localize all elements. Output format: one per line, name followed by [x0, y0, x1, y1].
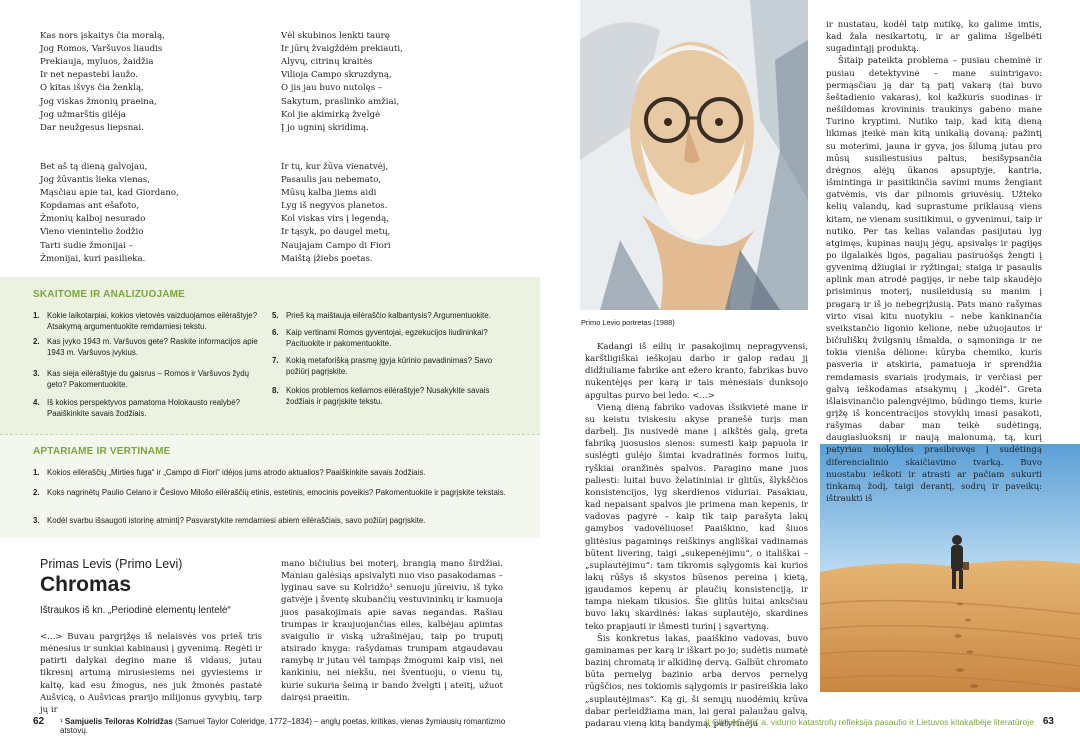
poem-line: Pasaulis jau nebemato, — [281, 175, 382, 186]
paragraph: ir nustatau, kodėl taip nutikę, ko galime imtis, kad žala nesikartotų, ir ar galima išgelbėti sugadintąjį produktą. — [826, 20, 1042, 55]
question-number: 3. — [33, 369, 40, 378]
question-text: Kokie laikotarpiai, kokios vietovės vaizduojamos eilėraštyje? Atsakymą argumentuokite remdamiesi tekstu. — [47, 311, 258, 332]
poem-line: Kol viskas virs į legendą, — [281, 214, 389, 225]
question-text: Kodėl svarbu išsaugoti istorinę atmintį? Pasvarstykite remdamiesi abiem eilėraščiais, savo požiūrį pagrįskite. — [47, 516, 426, 525]
poem-line: Sakytum, praslinko amžiai, — [281, 96, 400, 107]
question-text: Kokią metaforišką prasmę įgyja kūrinio pavadinimas? Savo požiūrį pagrįskite. — [286, 356, 493, 377]
paragraph: <...> Buvau pargrįžęs iš nelaisvės vos prieš tris mėnesius ir sunkiai kabinausi į gyvenimą. Regėti ir patirti dalykai degino mane iš vidaus, jutau tikresnį artumą mirusiesiems nei gyviesiems ir kaltę, kad esu žmogus, nes juk žmonės pastatė Aušvicą, o Aušvicas prarijo milijonus gyvybių, tarp jų ir — [40, 632, 262, 715]
poem-stanza — [40, 161, 260, 266]
portrait-caption: Primo Levio portretas (1988) — [581, 318, 675, 327]
poem-line: Ir tų, kur žūva vienatvėj, — [281, 161, 389, 172]
question-item — [33, 397, 265, 420]
poem-line: Ir tąsyk, po daugel metų, — [281, 227, 391, 238]
section-title: SKAITOME IR ANALIZUOJAME — [33, 289, 186, 300]
question-number: 1. — [33, 468, 40, 477]
question-text: Koks nagrinėtų Paulio Celano ir Česlovo Milošo eilėraščių etinis, estetinis, emocinis poveikis? Pakomentuokite ir pagrįskite tekstais. — [47, 488, 506, 497]
question-number: 2. — [33, 488, 40, 497]
poem-line: Dar neužgesus liepsnai. — [40, 122, 144, 133]
question-item — [33, 310, 265, 333]
question-number: 7. — [272, 356, 279, 365]
poem-line: Jog žūvantis lieka vienas, — [40, 175, 150, 186]
poem-line: Mūsų kalba jiems aidi — [281, 188, 377, 199]
story-column-4 — [826, 19, 1042, 505]
running-head: II CIKLAS. XX a. vidurio katastrofų refleksija pasaulio ir Lietuvos kitakalbėje literatūroje — [704, 717, 1034, 727]
poem-line: Prekiauja, myluos, žaidžia — [40, 57, 154, 68]
question-number: 5. — [272, 311, 279, 320]
poem-stanza — [40, 30, 260, 135]
poem-line: Ir net nepastebi laužo. — [40, 70, 138, 81]
page-number-right: 63 — [1042, 716, 1054, 727]
poem-line: Alyvų, citrinų kraitės — [281, 57, 373, 68]
question-number: 2. — [33, 337, 40, 346]
poem-line: Kopdamas ant ešafoto, — [40, 201, 140, 212]
page-number-left: 62 — [33, 716, 45, 727]
band-divider — [0, 434, 540, 435]
footnote-mark: ¹ — [60, 717, 63, 726]
question-item — [33, 467, 513, 478]
question-item — [33, 487, 513, 498]
poem-line: Tarti sudie žmonijai – — [40, 240, 133, 251]
poem-line: Jog Romos, Varšuvos liaudis — [40, 44, 163, 55]
poem-line: Vilioja Campo skruzdyną, — [281, 70, 392, 81]
story-column-3 — [585, 341, 808, 730]
paragraph: Kadangi iš eilių ir pasakojimų nepragyvensi, karštligiškai ieškojau darbo ir galop radau jį didžiuliame fabrike ant ežero kranto, fabrikas buvo nukentėjęs per karą ir tais mėnesiais dunksojo apgultas purvo bei ledo. <...> — [585, 342, 808, 401]
paragraph: Šis konkretus lakas, paaiškino vadovas, buvo gaminamas per karą ir iškart po jo; sudėtis numatė bazinį chromatą ir alkidinę dervą. Galbūt chromato būta pernelyg bazinio arba dervos pernelyg rūgščios, nes tokiomis sąlygomis ir pasireiškia lako „suplautėjimas“. Ką gi, ši senųjų nuodėmių krūva dabar perleidžiama man, lai gerai palaužau galvą, padarau vieną kitą bandymą, patyrinėju — [585, 633, 808, 729]
story-title: Chromas — [40, 573, 132, 596]
poem-column-2 — [281, 17, 511, 317]
question-number: 3. — [33, 516, 40, 525]
footnote-text: (Samuel Taylor Coleridge, 1772–1834) – anglų poetas, kritikas, vienas žymiausių romantizmo atstovų. — [60, 717, 506, 735]
question-item — [272, 310, 512, 321]
poem-line: Naujajam Campo di Fiori — [281, 240, 391, 251]
poem-stanza — [281, 161, 511, 266]
footnote — [60, 717, 530, 735]
poem-line: Lyg iš negyvos planetos. — [281, 201, 388, 212]
poem-line: Mąsčiau apie tai, kad Giordano, — [40, 188, 179, 199]
question-text: Prieš ką maištauja eilėraščio kalbantysis? Argumentuokite. — [286, 311, 491, 320]
question-text: Iš kokios perspektyvos pamatoma Holokausto realybė? Paaiškinkite savais žodžiais. — [47, 398, 240, 419]
portrait-drawing — [580, 0, 808, 310]
poem-line: Kas nors įskaitys čia moralą, — [40, 31, 165, 42]
poem-line: Kol jie akimirką žvelgė — [281, 109, 381, 120]
question-number: 4. — [33, 398, 40, 407]
section-title: APTARIAME IR VERTINAME — [33, 446, 171, 457]
footnote-name: Samjuelis Teiloras Kolridžas — [64, 717, 173, 726]
question-number: 1. — [33, 311, 40, 320]
poem-line: Bet aš tą dieną galvojau, — [40, 161, 148, 172]
question-item — [272, 385, 512, 408]
question-item — [33, 368, 265, 391]
question-text: Kokios problemos keliamos eilėraštyje? Nusakykite savais žodžiais ir pagrįskite tekstu. — [286, 386, 490, 407]
poem-line: Maištą įžiebs poetas. — [281, 253, 373, 264]
question-item — [33, 515, 513, 526]
story-column-2 — [281, 558, 503, 704]
poem-line: Į jo ugninį skridimą. — [281, 122, 369, 133]
question-item — [33, 336, 265, 359]
question-text: Kas sieja eilėraštyje du gaisrus – Romos ir Varšuvos žydų geto? Pakomentuokite. — [47, 369, 250, 390]
poem-line: Ir jūrų žvaigždėm prekiauti, — [281, 44, 403, 55]
poem-column-1 — [40, 17, 260, 279]
poem-line: O jis jau buvo nutolęs – — [281, 83, 383, 94]
paragraph: Vieną dieną fabriko vadovas išsikvietė mane ir su keistu tviskesiu akyse pranešė turįs man darbelį. Jis nusivedė mane į aikštės galą, greta fabriką juosusios sienos: sumesti kaip papuola ir suslėgti gulėjo šimtai kvadratinės formos luitų, ryškiai oranžinės spalvos. Paragino mane juos paliesti: luitai buvo želatininiai ir glitūs, šlykščios konsistencijos, lyg skerdienos viduriai. Pasakiau, kad nepaisant spalvos jie primena man kepenis, ir vadovas pagyrė – kaip tik taip parašyta lakų gamybos vadovėliuose! Paaiškino, kad šiuos glitėsius pagaminęs reiškinys angliškai vadinamas būtent livering, taigi „sukepenėjimu“, o itališkai – „suplautėjimu“: tam tikromis sąlygomis kai kurios lakų rūšys iš skystos būsenos pereina į kietą, įgaudamos kepenų ar plaučių konsistenciją, ir tampa niekam tikusios. Šie glitūs luitai anksčiau buvo lakų skardinės: lakas suplautėjo, skardines teko prapjauti ir išmesti turinį į sąvartyną. — [585, 402, 808, 632]
poem-line: O kitas išvys čia ženklą, — [40, 83, 144, 94]
question-item — [272, 355, 512, 378]
poem-line: Vėl skubinos lenkti taurę — [281, 31, 390, 42]
question-number: 6. — [272, 328, 279, 337]
question-item — [272, 327, 512, 350]
poem-line: Žmonijai, kuri pasilieka. — [40, 253, 146, 264]
paragraph: mano bičiulius bei moterį, brangią mano širdžiai. Maniau galėsiąs apsivalyti nuo viso pasakodamas – lyginau save su Kolridžo¹ senuoju jūreiviu, iš tyko gatvėje į šventę skubančių vestuvininkų ir kamuoja juos pasakojimais apie savas negandas. Rašiau trumpas ir kraujuojančias eiles, kalbėjau apimtas svaigulio ir viską užrašinėjau, taip po truputį atsirado knyga: rašydamas trumpam atgaudavau ramybę ir jutau vėl tampąs žmogumi kaip visi, nei kankiniu, nei niekšu, nei šventuoju, o vienu tų, kurie sukuria šeimą ir bando žvelgti į ateitį, užuot dairęsi praeitin. — [281, 559, 503, 703]
question-number: 8. — [272, 386, 279, 395]
story-column-1 — [40, 631, 262, 716]
story-subtitle: Ištraukos iš kn. „Periodinė elementų lentelė“ — [40, 605, 231, 616]
portrait-image — [580, 0, 808, 310]
paragraph: Šitaip pateikta problema – pusiau cheminė ir pusiau detektyvinė – mane suintrigavo: permąsčiau ją dar tą patį vakarą (tai buvo šeštadienio vakaras), kol kažkuris suodinas ir nešildomas krovininis traukinys gabeno mane Turino kryptimi. Nutiko taip, kad kitą dieną likimas įteikė man kitą unikalią dovaną: pažintį su moterimi, jauna ir gyva, jos šilumą jutau pro mūsų susiliestusius paltus, besišypsančia drėgnos alėjų ūkanos apsuptyje, kantria, išmintinga ir pasitikinčia savimi mums žengiant gatvėmis, vis dar pilnomis griuvėsių. Užteko kelių valandų, kad suprastume priklausą viens kitam, ne vienam susitikimui, o gyvenimui, taip ir nutiko. Per tas kelias valandas pasijutau lyg atgimęs, kupinas naujų jėgų, apsivalęs ir pagijęs po ilgalaikės ligos, pagaliau pasiruošęs žengti į gyvenimą džiugiai ir ryžtingai; staiga ir pasaulis aplink man atrodė pagijęs, ir nebe taip skaudėjo prisiminus moterį, nusileidusią su manim į pragarą ir iš jo nebegrįžusią. Pats mano rašymas virto visai kitu nuotykiu – nebe kankinančia sveikstančio ligonio kelione, nebe užuojautos ir bičiuliškų žvilgsnių išmalda, o sąmoninga ir ne tokia vieniša dėlione: kūryba chemiko, kuris pasveria ir atskiria, pamatuoja ir sprendžia remdamasis svariais įrodymais, ir verčiasi per galvą ieškodamas atsakymų į „kodėl“. Greta išlaisvinančio palengvėjimo, būdingo tiems, kurie grįžę iš koncentracijos stovyklų imasi pasakoti, rašymas dabar man teikė sudėtingą, daugiasluoksnį ir naują malonumą, tą, kurį patyriau mokyklos prasibrovęs į sudėtingą diferencialinio skaičiavimo tvarką. Buvo nuostabu ieškoti ir atrasti ar pačiam sukurti tinkamą žodį, taigi derantį, sodrų ir paveikų: ištraukti iš — [826, 56, 1042, 505]
story-author: Primas Levis (Primo Levi) — [40, 557, 183, 571]
question-text: Kokios eilėraščių „Mirties fuga“ ir „Campo di Fiori“ idėjos jums atrodo aktualios? Paaiškinkite savais žodžiais. — [47, 468, 426, 477]
poem-line: Vieno vienintelio žodžio — [40, 227, 144, 238]
question-text: Kas įvyko 1943 m. Varšuvos gete? Raskite informacijos apie 1943 m. Varšuvos įvykius. — [47, 337, 258, 358]
poem-line: Jog užmarštis gilėja — [40, 109, 126, 120]
question-text: Kaip vertinami Romos gyventojai, egzekucijos liudininkai? Pacituokite ir pakomentuokite. — [286, 328, 488, 349]
poem-line: Žmonių kalboj nesurado — [40, 214, 146, 225]
poem-stanza — [281, 30, 511, 135]
poem-line: Jog viskas žmonių praeina, — [40, 96, 157, 107]
